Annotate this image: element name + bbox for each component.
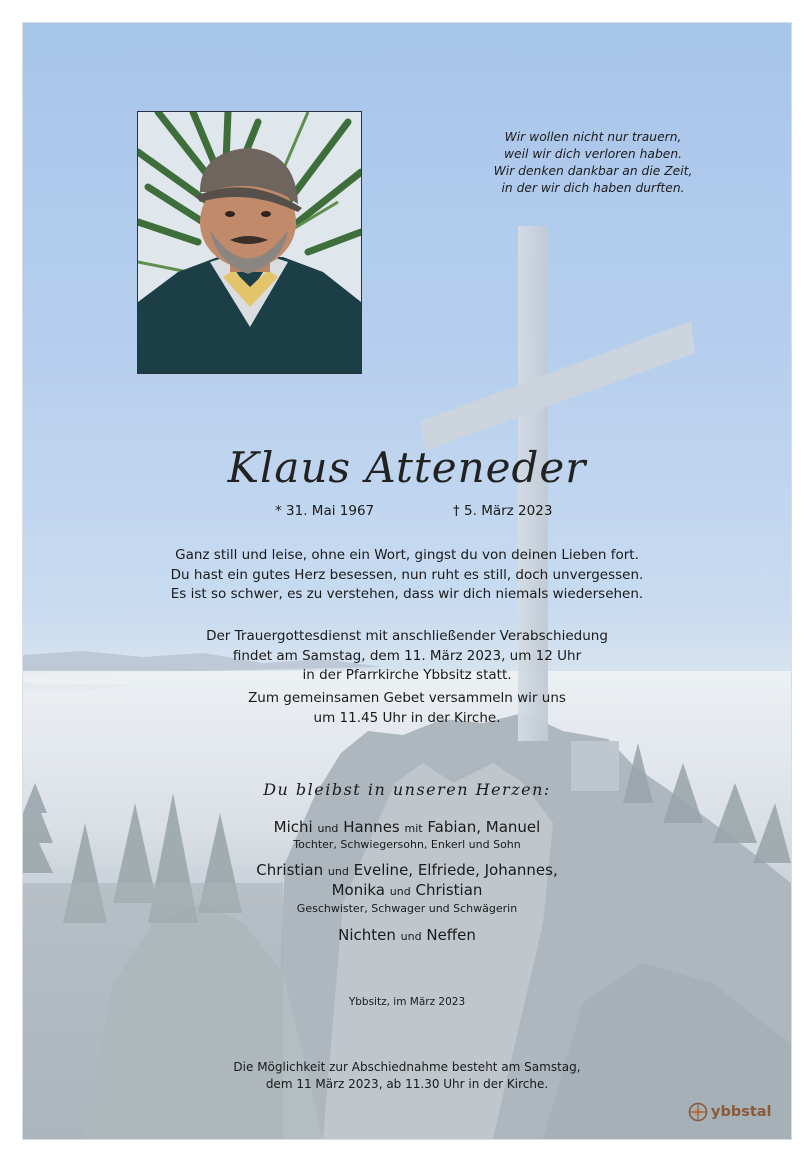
poem-line: Wir denken dankbar an die Zeit, — [493, 164, 693, 178]
birth-date: * 31. Mai 1967 — [275, 503, 375, 519]
memorial-poem — [443, 129, 743, 197]
conjunction: und — [389, 885, 411, 898]
poem-line: weil wir dich verloren haben. — [503, 147, 683, 161]
mourner-name: Christian — [256, 861, 324, 879]
family-line-nieces — [23, 926, 791, 944]
mourner-name: Nichten — [338, 926, 396, 944]
ybbstal-logo — [688, 1102, 772, 1122]
verse-line: Ganz still und leise, ohne ein Wort, gingst du von deinen Lieben fort. — [175, 547, 639, 563]
verse-line: Es ist so schwer, es zu verstehen, dass wir dich niemals wiedersehen. — [170, 586, 644, 602]
mourner-name: Michi — [273, 818, 313, 836]
poem-line: in der wir dich haben durften. — [501, 181, 685, 195]
mourners-heading: Du bleibst in unseren Herzen: — [263, 780, 551, 799]
memorial-verse — [23, 546, 791, 605]
death-date: † 5. März 2023 — [453, 503, 553, 519]
portrait-photo — [137, 111, 362, 374]
farewell-line: dem 11 März 2023, ab 11.30 Uhr in der Kirche. — [265, 1077, 549, 1091]
prayer-info — [23, 689, 791, 728]
service-line: Der Trauergottesdienst mit anschließender Verabschiedung — [206, 628, 608, 644]
mourner-name: Hannes — [343, 818, 400, 836]
mourner-name: Fabian, Manuel — [427, 818, 541, 836]
conjunction: und — [400, 930, 422, 943]
family-relation: Geschwister, Schwager und Schwägerin — [296, 902, 518, 915]
obituary-card — [22, 22, 792, 1140]
ybbstal-emblem-icon — [688, 1102, 708, 1122]
mourner-name: Christian — [415, 881, 483, 899]
prayer-line: Zum gemeinsamen Gebet versammeln wir uns — [248, 690, 566, 706]
poem-line: Wir wollen nicht nur trauern, — [504, 130, 682, 144]
family-line-siblings-2 — [23, 881, 791, 899]
family-line-children — [23, 818, 791, 836]
farewell-info — [23, 1059, 791, 1093]
prayer-line: um 11.45 Uhr in der Kirche. — [313, 709, 501, 726]
farewell-line: Die Möglichkeit zur Abschiednahme besteht am Samstag, — [233, 1060, 581, 1074]
brand-name: ybbstal — [711, 1104, 772, 1120]
mourner-name: Monika — [331, 881, 386, 899]
conjunction: und — [317, 822, 339, 835]
family-relation: Tochter, Schwiegersohn, Enkerl und Sohn — [293, 838, 521, 851]
mourner-name: Neffen — [426, 926, 476, 944]
service-line: findet am Samstag, dem 11. März 2023, um 12 Uhr — [232, 647, 582, 664]
place-date: Ybbsitz, im März 2023 — [348, 996, 466, 1008]
verse-line: Du hast ein gutes Herz besessen, nun ruht es still, doch unvergessen. — [170, 566, 644, 583]
mourner-name: Eveline, Elfriede, Johannes, — [353, 861, 558, 879]
family-line-siblings — [23, 861, 791, 879]
deceased-name: Klaus Atteneder — [227, 443, 587, 492]
conjunction: und — [327, 865, 349, 878]
service-info — [23, 627, 791, 686]
service-line: in der Pfarrkirche Ybbsitz statt. — [302, 667, 512, 683]
conjunction: mit — [404, 822, 423, 835]
